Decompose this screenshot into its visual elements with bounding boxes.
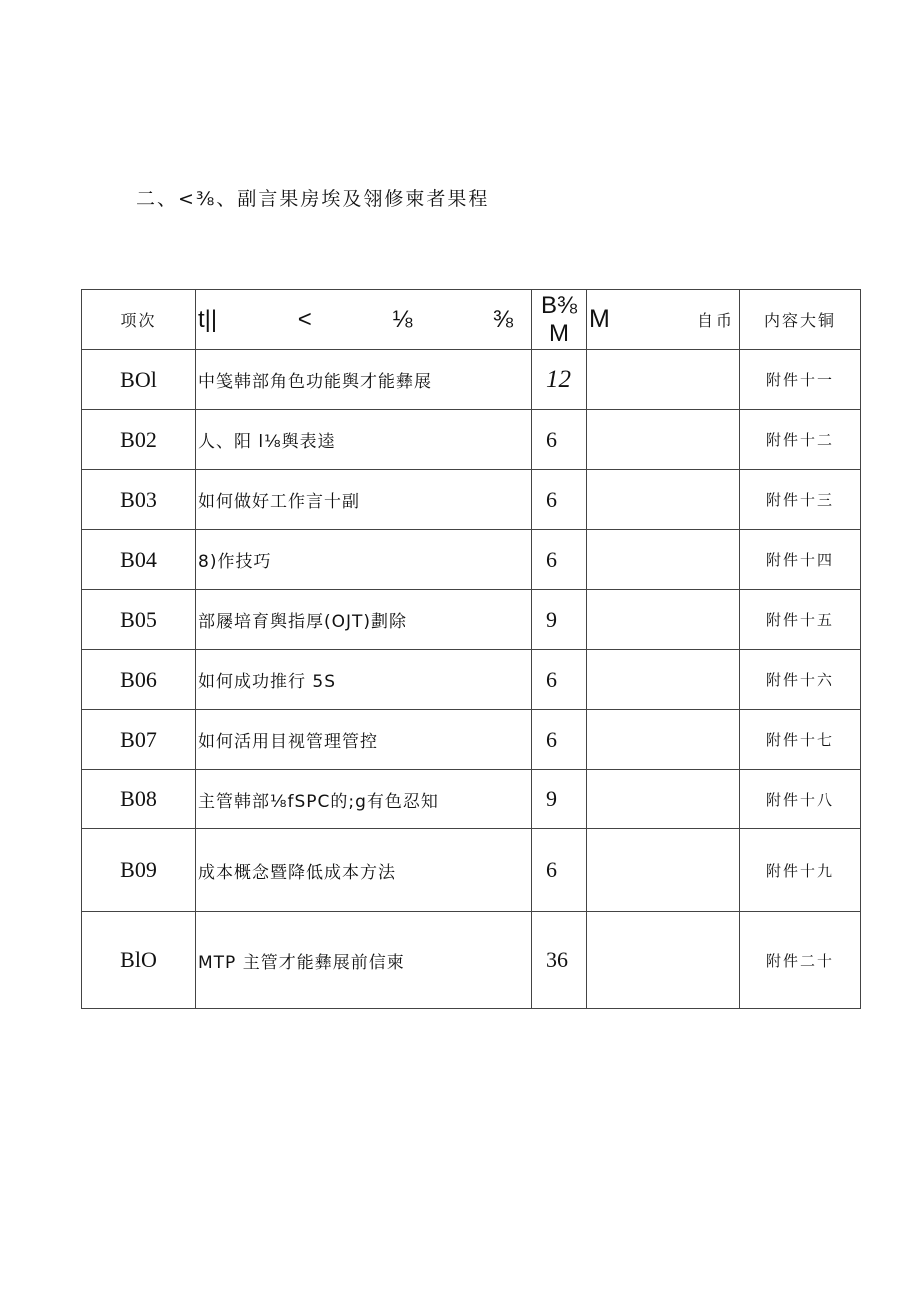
row-hours: 6 [532,650,587,710]
header-note [587,290,740,350]
row-attachment: 附件二十 [740,912,861,1009]
header-name [196,290,532,350]
header-name-part: t|| [198,305,218,333]
row-name: 如何成功推行 5S [196,650,532,710]
row-code: B03 [82,470,196,530]
row-attachment: 附件十九 [740,829,861,912]
header-hours-line2: M [549,319,569,347]
header-code: 项次 [82,290,196,350]
table-row [82,350,861,410]
row-code: B05 [82,590,196,650]
row-note [587,650,740,710]
row-name: 中笺韩部角色功能舆才能彝展 [196,350,532,410]
row-attachment: 附件十七 [740,710,861,770]
row-name: 主管韩部⅛fSPC的;g有色忍知 [196,770,532,829]
section-heading: 二、<⅜、副言果房埃及翎修柬者果程 [136,188,490,210]
row-hours: 6 [532,470,587,530]
row-note [587,829,740,912]
row-name: 人、阳 l⅛舆表逵 [196,410,532,470]
row-name: 如何做好工作言十副 [196,470,532,530]
header-attachment: 内容大铜 [740,290,861,350]
table-row [82,650,861,710]
header-name-part: ⅛ [392,305,413,333]
table-row [82,470,861,530]
header-name-part: ⅜ [492,305,513,333]
header-note-small: 自币 [696,311,735,330]
row-hours: 9 [532,590,587,650]
row-code: B08 [82,770,196,829]
row-attachment: 附件十四 [740,530,861,590]
row-attachment: 附件十八 [740,770,861,829]
row-hours: 36 [532,912,587,1009]
row-code: BlO [82,912,196,1009]
table-row [82,770,861,829]
row-attachment: 附件十六 [740,650,861,710]
row-note [587,710,740,770]
row-note [587,470,740,530]
table-row [82,530,861,590]
course-table [81,289,861,1009]
row-name: MTP 主管才能彝展前信柬 [196,912,532,1009]
row-name: 如何活用目视管理管控 [196,710,532,770]
row-hours: 12 [532,350,587,410]
row-name: 成本概念暨降低成本方法 [196,829,532,912]
table-row [82,829,861,912]
row-note [587,530,740,590]
row-hours: 6 [532,710,587,770]
row-note [587,590,740,650]
table-row [82,590,861,650]
row-code: B04 [82,530,196,590]
row-hours: 9 [532,770,587,829]
header-note-main: M [589,305,610,333]
row-attachment: 附件十三 [740,470,861,530]
row-code: B06 [82,650,196,710]
row-note [587,350,740,410]
table-row [82,410,861,470]
row-code: B02 [82,410,196,470]
row-note [587,770,740,829]
row-hours: 6 [532,829,587,912]
row-code: BOl [82,350,196,410]
row-attachment: 附件十一 [740,350,861,410]
row-name: 8)作技巧 [196,530,532,590]
table-header-row [82,290,861,350]
header-hours [532,290,587,350]
row-hours: 6 [532,530,587,590]
row-hours: 6 [532,410,587,470]
row-note [587,912,740,1009]
header-name-part: < [297,305,312,333]
header-hours-line1: B⅜ [540,291,578,319]
row-attachment: 附件十二 [740,410,861,470]
row-code: B09 [82,829,196,912]
table-row [82,912,861,1009]
row-name: 部屦培育舆指厚(OJT)劃除 [196,590,532,650]
row-code: B07 [82,710,196,770]
row-note [587,410,740,470]
table-row [82,710,861,770]
row-attachment: 附件十五 [740,590,861,650]
